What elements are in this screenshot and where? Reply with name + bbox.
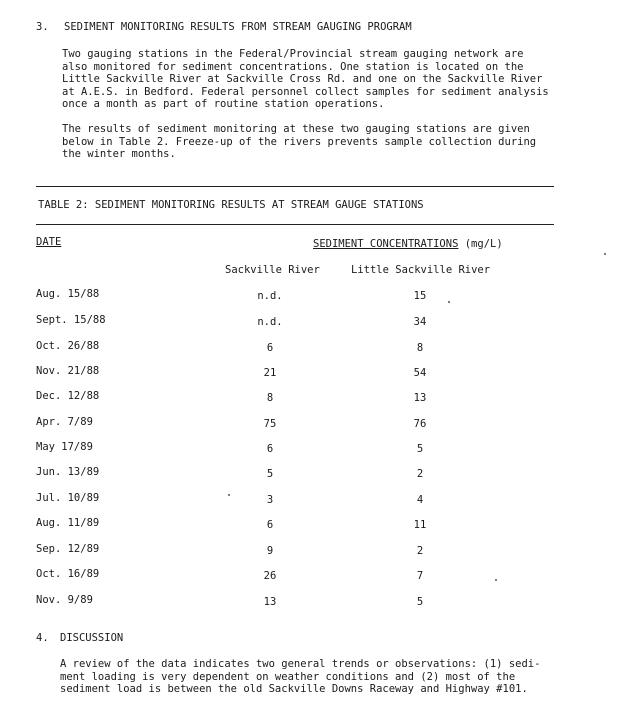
row-sackville-value: 3 [266,494,274,506]
concentration-units: (mg/L) [464,238,503,250]
concentration-header [313,238,503,250]
sackville-river-column-header: Sackville River [225,264,320,276]
row-date: Nov. 21/88 [36,365,100,377]
row-little-sackville-value: 4 [416,494,424,506]
row-sackville-value: 5 [266,468,274,480]
row-little-sackville-value: 8 [416,342,424,354]
row-sackville-value: 13 [263,596,277,608]
row-date: Aug. 15/88 [36,288,100,300]
row-little-sackville-value: 7 [416,570,424,582]
paragraph-line: sediment load is between the old Sackville Downs Raceway and Highway #101. [60,683,528,695]
section-3-paragraph-2 [62,123,562,161]
row-date: Apr. 7/89 [36,416,93,428]
row-date: Sep. 12/89 [36,543,100,555]
section-4-number: 4. [36,632,49,644]
scan-speck [495,579,497,581]
row-date: Nov. 9/89 [36,594,93,606]
row-date: Jul. 10/89 [36,492,100,504]
section-4-heading: DISCUSSION [60,632,124,644]
paragraph-line: A review of the data indicates two general trends or observations: (1) sedi- [60,658,541,670]
paragraph-line: the winter months. [62,148,176,160]
row-date: May 17/89 [36,441,93,453]
row-sackville-value: 6 [266,342,274,354]
row-little-sackville-value: 2 [416,545,424,557]
concentration-header-label: SEDIMENT CONCENTRATIONS [313,238,459,250]
row-sackville-value: n.d. [257,316,283,328]
row-little-sackville-value: 76 [413,418,427,430]
little-sackville-river-column-header: Little Sackville River [351,264,491,276]
row-little-sackville-value: 15 [413,290,427,302]
row-sackville-value: 6 [266,519,274,531]
row-little-sackville-value: 2 [416,468,424,480]
section-3-paragraph-1 [62,48,562,111]
scan-speck [448,301,450,303]
row-little-sackville-value: 34 [413,316,427,328]
section-4-paragraph-1 [60,658,560,696]
table-top-rule [36,186,554,187]
row-date: Oct. 16/89 [36,568,100,580]
row-date: Aug. 11/89 [36,517,100,529]
row-sackville-value: 8 [266,392,274,404]
row-little-sackville-value: 11 [413,519,427,531]
row-date: Oct. 26/88 [36,340,100,352]
paragraph-line: once a month as part of routine station operations. [62,98,385,110]
row-sackville-value: 9 [266,545,274,557]
row-sackville-value: n.d. [257,290,283,302]
row-little-sackville-value: 5 [416,596,424,608]
row-date: Jun. 13/89 [36,466,100,478]
paragraph-line: Little Sackville River at Sackville Cross Rd. and one on the Sackville River [62,73,543,85]
scan-speck [228,494,230,496]
paragraph-line: at A.E.S. in Bedford. Federal personnel collect samples for sediment analysis [62,85,549,98]
date-column-header: DATE [36,236,62,248]
table-caption: TABLE 2: SEDIMENT MONITORING RESULTS AT STREAM GAUGE STATIONS [38,199,424,211]
row-date: Sept. 15/88 [36,314,106,326]
scan-speck [604,253,606,255]
paragraph-line: ment loading is very dependent on weather conditions and (2) most of the [60,670,516,683]
row-sackville-value: 26 [263,570,277,582]
paragraph-line: also monitored for sediment concentrations. One station is located on the [62,60,524,73]
row-little-sackville-value: 5 [416,443,424,455]
paragraph-line: below in Table 2. Freeze-up of the rivers prevents sample collection during [62,135,537,148]
section-3-number: 3. [36,21,49,33]
row-date: Dec. 12/88 [36,390,100,402]
row-little-sackville-value: 13 [413,392,427,404]
paragraph-line: Two gauging stations in the Federal/Provincial stream gauging network are [62,48,524,60]
row-little-sackville-value: 54 [413,367,427,379]
paragraph-line: The results of sediment monitoring at these two gauging stations are given [62,123,530,135]
row-sackville-value: 21 [263,367,277,379]
row-sackville-value: 75 [263,418,277,430]
table-caption-rule [36,224,554,225]
row-sackville-value: 6 [266,443,274,455]
section-3-heading: SEDIMENT MONITORING RESULTS FROM STREAM GAUGING PROGRAM [64,21,412,33]
